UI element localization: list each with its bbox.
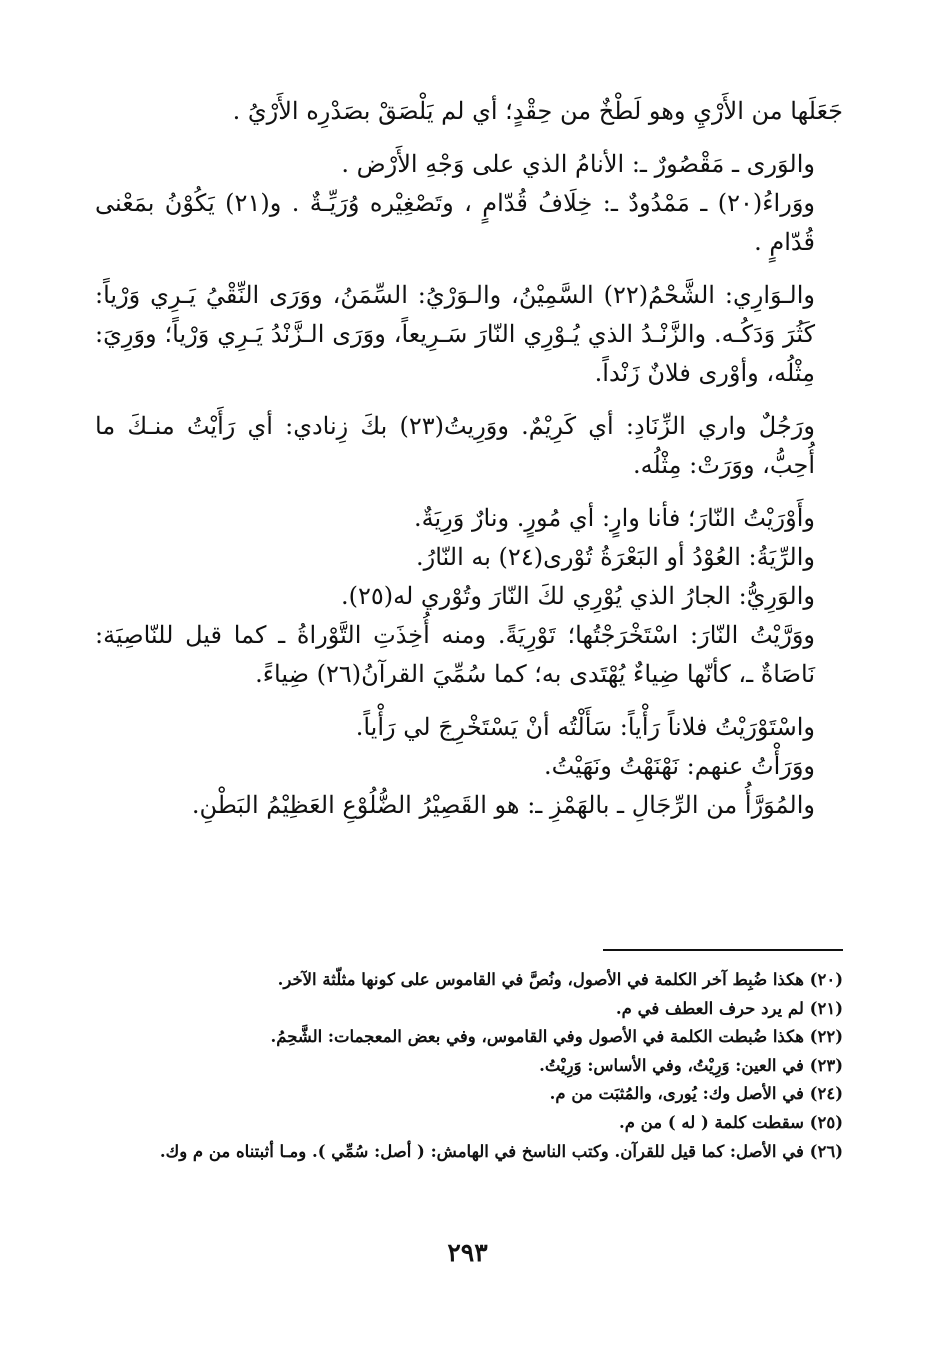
footnote: (٢٥) سقطت كلمة ( له ) من م.: [618, 1112, 843, 1132]
footnote: (٢٠) هكذا ضُبِط آخر الكلمة في الأصول، ونُصَّ في القاموس على كونها مثلّثة الآخر.: [277, 970, 843, 989]
paragraph: ورَجُلٌ واري الزِّنَادِ: أي كَرِيْمٌ. ووَرِيتُ(٢٣) بكَ زِنادي: أي رَأَيْتُ منـكَ ما أُحِبُّ، ووَرَتْ: مِثْلُه.: [95, 412, 815, 479]
paragraph: والمُوَرَّأُ من الرِّجَالِ ـ بالهَمْزِ ـ: هو القَصِيْرُ الضُّلُوْعِ العَظِيْمُ البَطْنِ.: [191, 791, 815, 819]
footnote: (٢١) لم يرد حرف العطف في م.: [615, 998, 843, 1018]
paragraph: ووَرَّيْتُ النّارَ: اسْتَخْرَجْتُها؛ تَوْرِيَةً. ومنه أُخِذَتِ التَّوْراةُ ـ كما قيل للنّاصِيَة: نَاصَاةٌ ـ، كأنّها ضِياءٌ يُهْتَدى به؛ كما سُمِّيَ القرآنُ(٢٦) ضِياءً.: [95, 621, 815, 688]
paragraph: ووَرَأْتُ عنهم: نَهْنَهْتُ ونَهَيْتُ.: [544, 752, 815, 780]
main-text-body: [95, 92, 843, 825]
footnotes: [95, 966, 843, 1166]
paragraph: والرِّيَةُ: العُوْدُ أو البَعْرَةُ تُوْرى(٢٤) به النّارُ.: [416, 543, 815, 571]
footnote: (٢٢) هكذا ضُبطت الكلمة في الأصول وفي القاموس، وفي بعض المعجمات: الشَّحِمُ.: [270, 1027, 843, 1047]
paragraph: واسْتَوْرَيْتُ فلاناً رَأْياً: سَأَلْتُه أنْ يَسْتَخْرِجَ لي رَأْياً.: [355, 713, 815, 741]
paragraph: ووَراءُ(٢٠) ـ مَمْدُودٌ ـ: خِلَافُ قُدّامٍ ، وتَصْغِيْره وُرَيِّـةٌ . و(٢١) يَكُوْنُ بمَعْنى قُدّامٍ .: [95, 189, 815, 256]
paragraph: وأَوْرَيْتُ النّارَ؛ فأنا وارٍ: أي مُورٍ. ونارٌ وَرِيَةٌ.: [413, 504, 815, 532]
footnote: (٢٣) في العين: وَرِيْتُ، وفي الأساس: وَرِيْتُ.: [539, 1055, 843, 1075]
footnote: (٢٦) في الأصل: كما قيل للقرآن. وكتب الناسخ في الهامش: ( أصل: سُمِّي ). ومـا أثبتناه من م وك.: [159, 1141, 843, 1161]
paragraph: والوَرِيُّ: الجارُ الذي يُوْرِي لكَ النّارَ وتُوْري له(٢٥).: [340, 582, 815, 610]
page-number: ٢٩٣: [447, 1238, 488, 1267]
paragraph: والوَرى ـ مَقْصُورٌ ـ: الأنامُ الذي على وَجْهِ الأَرْض .: [341, 150, 815, 178]
paragraph: والـوَارِي: الشَّحْمُ(٢٢) السَّمِيْنُ، والـوَرْيُ: السِّمَنُ، ووَرَى النِّقْيُ يَـرِي وَرْياً: كَثُرَ وَدَكُـه. والزَّنْـدُ الذي يُـوْرِي النّارَ سَـرِيعاً، ووَرَى الـزَّنْدُ يَـرِي وَرْياً؛ ووَرِيَ: مِثْلُه، وأوْرى فلانٌ زَنْداً.: [95, 281, 815, 387]
footnote: (٢٤) في الأصل وك: يُورى، والمُثبَت من م.: [549, 1084, 843, 1104]
footnote-separator: [603, 949, 843, 951]
paragraph: جَعَلَها من الأَرْيِ وهو لَطْخٌ من حِقْدٍ؛ أي لم يَلْصَقْ بصَدْرِه الأَرْيُ .: [232, 97, 843, 125]
